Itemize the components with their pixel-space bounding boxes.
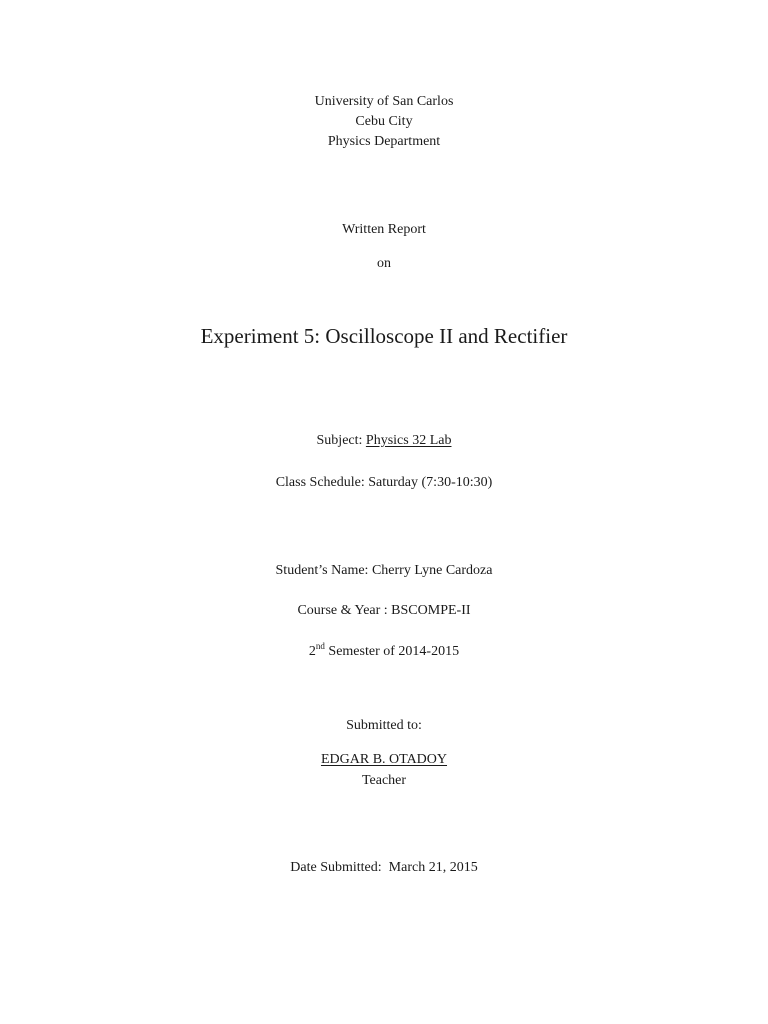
teacher-name <box>0 752 768 768</box>
semester-line <box>0 641 768 660</box>
subject-label: Subject: <box>316 433 366 448</box>
student-name: Student’s Name: Cherry Lyne Cardoza <box>275 563 493 578</box>
class-schedule: Class Schedule: Saturday (7:30-10:30) <box>275 475 493 490</box>
on-label: on <box>377 256 391 271</box>
subject-line <box>0 433 768 449</box>
city-name: Cebu City <box>355 114 413 129</box>
semester-number: 2 <box>308 644 316 659</box>
subject-value: Physics 32 Lab <box>365 433 452 448</box>
written-report-label: Written Report <box>342 222 426 237</box>
report-title: Experiment 5: Oscilloscope II and Rectifier <box>200 324 568 348</box>
semester-rest: Semester of 2014-2015 <box>324 644 460 659</box>
date-submitted: Date Submitted: March 21, 2015 <box>290 860 478 875</box>
department-name: Physics Department <box>327 134 441 149</box>
submitted-to-label: Submitted to: <box>346 718 422 733</box>
course-year: Course & Year : BSCOMPE-II <box>297 603 471 618</box>
semester-suffix: nd <box>315 641 325 651</box>
teacher-role: Teacher <box>361 773 407 788</box>
university-name: University of San Carlos <box>314 94 454 109</box>
teacher-name-text: EDGAR B. OTADOY <box>320 752 448 767</box>
